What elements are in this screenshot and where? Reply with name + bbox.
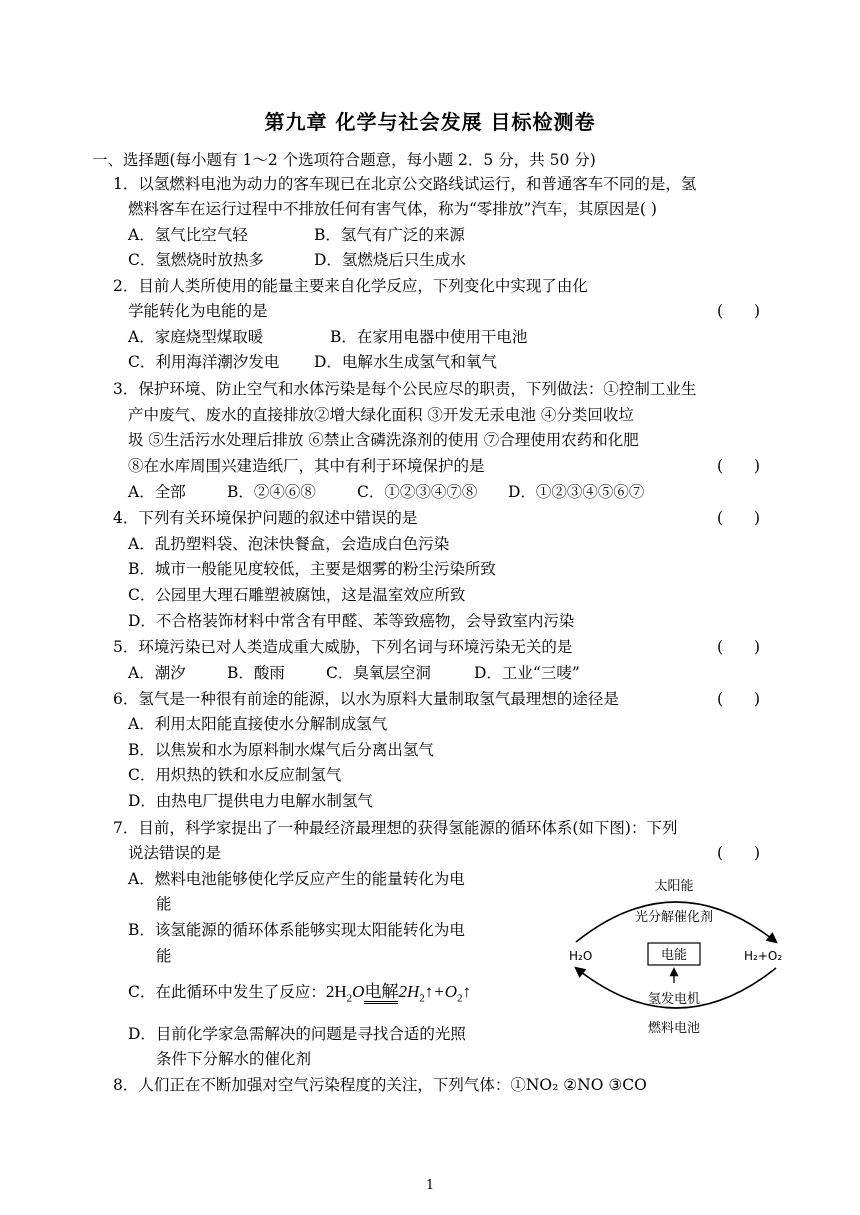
- q7-option-a-line1: A．燃料电池能够使化学反应产生的能量转化为电: [128, 870, 465, 888]
- q7-line2: 说法错误的是: [128, 844, 222, 862]
- q7-option-b-line1: B．该氢能源的循环体系能够实现太阳能转化为电: [128, 921, 465, 939]
- electrolysis-equation: [325, 982, 471, 1005]
- q1-option-a: A．氢气比空气轻: [128, 226, 248, 244]
- q5-option-c: C．臭氧层空洞: [326, 664, 431, 682]
- q4-option-d: D．不合格装饰材料中常含有甲醛、苯等致癌物，会导致室内污染: [128, 612, 575, 630]
- q2-option-b: B．在家用电器中使用干电池: [330, 328, 528, 346]
- q4-answer-paren: ( ): [717, 509, 761, 527]
- page-number: 1: [425, 1178, 435, 1193]
- q3-line3: 圾 ⑤生活污水处理后排放 ⑥禁止含磷洗涤剂的使用 ⑦合理使用农药和化肥: [128, 431, 639, 449]
- eq-plus-o: +O: [433, 982, 457, 1001]
- q3-line4: ⑧在水库周围兴建造纸厂，其中有利于环境保护的是: [128, 457, 485, 475]
- eq-rhs: 2H: [398, 982, 420, 1001]
- q7-option-d-line2: 条件下分解水的催化剂: [156, 1050, 312, 1068]
- q1-option-b: B．氢气有广泛的来源: [314, 226, 465, 244]
- diagram-label-water: H₂O: [569, 949, 593, 963]
- q7-option-a-line2: 能: [156, 895, 172, 913]
- hydrogen-cycle-diagram: [562, 870, 794, 1045]
- q5-option-d: D．工业“三唛”: [474, 664, 580, 682]
- q1-line2: 燃料客车在运行过程中不排放任何有害气体，称为“零排放”汽车，其原因是( ): [128, 200, 657, 218]
- q3-answer-paren: ( ): [717, 457, 761, 475]
- q5-line1: 5．环境污染已对人类造成重大威胁，下列名词与环境污染无关的是: [113, 638, 573, 656]
- diagram-label-fuel-cell: 燃料电池: [647, 1021, 701, 1036]
- section-heading: 一、选择题(每小题有 1～2 个选项符合题意，每小题 2．5 分，共 50 分): [92, 151, 596, 169]
- diagram-label-catalyst: 光分解催化剂: [634, 910, 714, 925]
- eq-o: O: [352, 982, 365, 1001]
- q6-option-a: A．利用太阳能直接使水分解制成氢气: [128, 715, 388, 733]
- q4-option-a: A．乱扔塑料袋、泡沫快餐盒，会造成白色污染: [128, 535, 450, 553]
- q3-option-b: B．②④⑥⑧: [227, 483, 316, 501]
- eq-up-arrow-1: ↑: [424, 982, 434, 1001]
- q2-line2: 学能转化为电能的是: [128, 302, 268, 320]
- diagram-label-electric: 电能: [660, 948, 688, 963]
- q2-option-c: C．利用海洋潮汐发电: [128, 353, 280, 371]
- q4-option-c: C．公园里大理石雕塑被腐蚀，这是温室效应所致: [128, 586, 466, 604]
- q8-line1: 8．人们正在不断加强对空气污染程度的关注，下列气体：①NO₂ ②NO ③CO: [113, 1076, 647, 1094]
- q3-line2: 产中废气、废水的直接排放②增大绿化面积 ③开发无汞电池 ④分类回收垃: [128, 406, 634, 424]
- eq-sub1: 2: [346, 992, 353, 1005]
- diagram-label-generator: 氢发电机: [647, 992, 701, 1007]
- eq-sub3: 2: [456, 992, 463, 1005]
- q6-option-b: B．以焦炭和水为原料制水煤气后分离出氢气: [128, 741, 434, 759]
- q2-line1: 2．目前人类所使用的能量主要来自化学反应，下列变化中实现了由化: [113, 277, 588, 295]
- q7-option-c-text: C．在此循环中发生了反应：: [128, 983, 326, 1001]
- q1-option-c: C．氢燃烧时放热多: [128, 251, 264, 269]
- q6-line1: 6．氢气是一种很有前途的能源，以水为原料大量制取氢气最理想的途径是: [113, 690, 619, 708]
- q6-option-c: C．用炽热的铁和水反应制氢气: [128, 766, 342, 784]
- q3-option-c: C．①②③④⑦⑧: [357, 483, 478, 501]
- q4-line1: 4．下列有关环境保护问题的叙述中错误的是: [113, 509, 418, 527]
- q3-line1: 3．保护环境、防止空气和水体污染是每个公民应尽的职责，下列做法：①控制工业生: [113, 380, 697, 398]
- eq-up-arrow-2: ↑: [462, 982, 471, 1001]
- q3-option-d: D．①②③④⑤⑥⑦: [508, 483, 645, 501]
- q5-option-b: B．酸雨: [227, 664, 285, 682]
- page-title: 第九章 化学与社会发展 目标检测卷: [264, 110, 596, 134]
- diagram-label-h2o2: H₂+O₂: [744, 949, 783, 963]
- q2-option-a: A．家庭烧型煤取暖: [128, 328, 264, 346]
- q5-answer-paren: ( ): [717, 638, 761, 656]
- q7-option-d-line1: D．目前化学家急需解决的问题是寻找合适的光照: [128, 1025, 466, 1043]
- eq-coef: 2H: [325, 982, 347, 1001]
- q7-line1: 7．目前，科学家提出了一种最经济最理想的获得氢能源的循环体系(如下图)：下列: [113, 819, 678, 837]
- q1-line1: 1．以氢燃料电池为动力的客车现已在北京公交路线试运行，和普通客车不同的是，氢: [113, 175, 697, 193]
- q7-option-c: [128, 981, 471, 1009]
- eq-condition: 电解: [364, 982, 398, 1004]
- q7-answer-paren: ( ): [717, 844, 761, 862]
- q5-option-a: A．潮汐: [128, 664, 186, 682]
- q2-option-d: D．电解水生成氢气和氧气: [314, 353, 497, 371]
- eq-sub2: 2: [419, 992, 425, 1005]
- q3-option-a: A．全部: [128, 483, 186, 501]
- q4-option-b: B．城市一般能见度较低，主要是烟雾的粉尘污染所致: [128, 560, 496, 578]
- q6-option-d: D．由热电厂提供电力电解水制氢气: [128, 792, 373, 810]
- q1-option-d: D．氢燃烧后只生成水: [314, 251, 466, 269]
- q6-answer-paren: ( ): [717, 690, 761, 708]
- q2-answer-paren: ( ): [717, 302, 761, 320]
- q7-option-b-line2: 能: [156, 947, 172, 965]
- diagram-label-solar: 太阳能: [654, 879, 694, 894]
